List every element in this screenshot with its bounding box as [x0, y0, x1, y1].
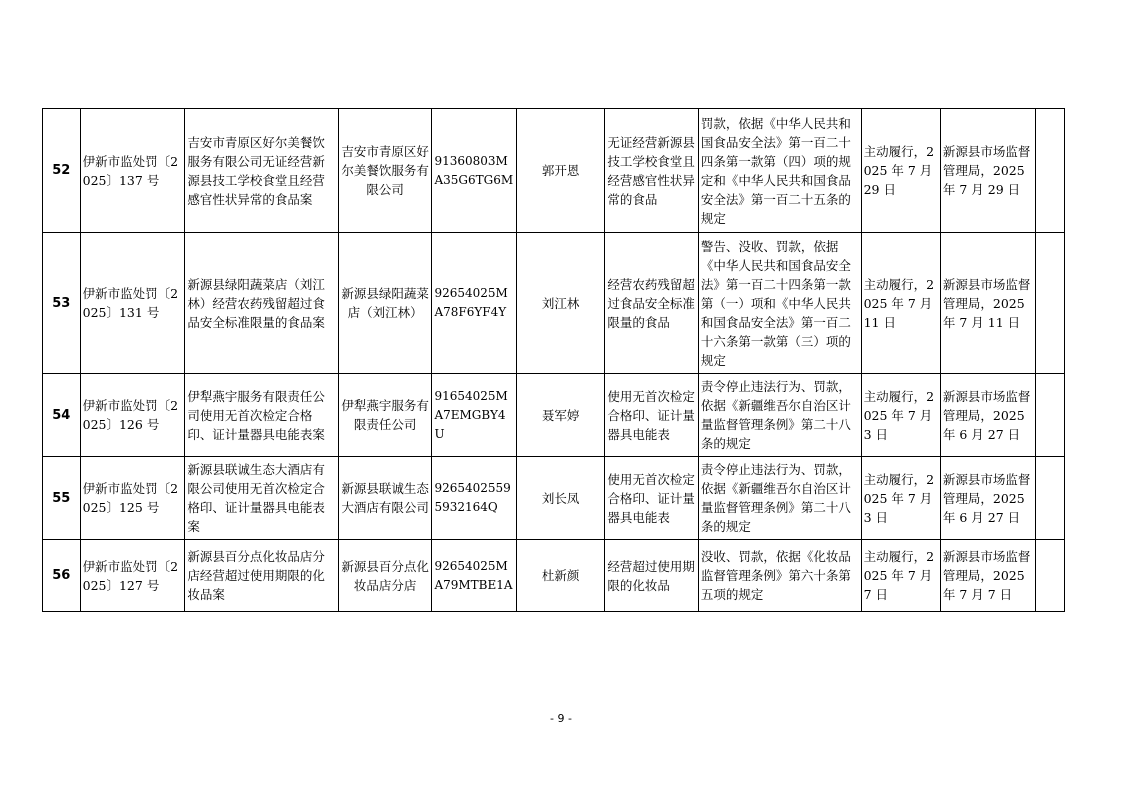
credit-code-cell: 91360803MA35G6TG6M	[432, 109, 516, 233]
table-row	[43, 109, 1065, 233]
representative-cell: 郭开恩	[516, 109, 604, 233]
row-number: 53	[43, 233, 81, 374]
case-name-cell: 伊犁燕宇服务有限责任公司使用无首次检定合格印、证计量器具电能表案	[185, 374, 339, 457]
penalty-cell: 警告、没收、罚款，依据《中华人民共和国食品安全法》第一百二十四条第一款第（一）项和《中华人民共和国食品安全法》第一百二十六条第一款第（三）项的规定	[698, 233, 861, 374]
row-number: 56	[43, 540, 81, 612]
party-name-cell: 吉安市青原区好尔美餐饮服务有限公司	[338, 109, 432, 233]
document-number-cell: 伊新市监处罚〔2025〕137 号	[80, 109, 185, 233]
table-row	[43, 233, 1065, 374]
remarks-cell	[1036, 374, 1065, 457]
violation-cell: 无证经营新源县技工学校食堂且经营感官性状异常的食品	[605, 109, 699, 233]
document-number-cell: 伊新市监处罚〔2025〕126 号	[80, 374, 185, 457]
table-body	[43, 109, 1065, 612]
performance-cell: 主动履行，2025 年 7 月 3 日	[861, 457, 940, 540]
representative-cell: 聂军婷	[516, 374, 604, 457]
case-name-cell: 新源县百分点化妆品店分店经营超过使用期限的化妆品案	[185, 540, 339, 612]
performance-cell: 主动履行，2025 年 7 月 11 日	[861, 233, 940, 374]
row-number: 52	[43, 109, 81, 233]
authority-cell: 新源县市场监督管理局，2025 年 7 月 11 日	[940, 233, 1036, 374]
remarks-cell	[1036, 109, 1065, 233]
document-number-cell: 伊新市监处罚〔2025〕131 号	[80, 233, 185, 374]
authority-cell: 新源县市场监督管理局，2025 年 6 月 27 日	[940, 457, 1036, 540]
document-number-cell: 伊新市监处罚〔2025〕127 号	[80, 540, 185, 612]
remarks-cell	[1036, 457, 1065, 540]
remarks-cell	[1036, 233, 1065, 374]
credit-code-cell: 92654025MA78F6YF4Y	[432, 233, 516, 374]
penalty-cell: 罚款，依据《中华人民共和国食品安全法》第一百二十四条第一款第（四）项的规定和《中华人民共和国食品安全法》第一百二十五条的规定	[698, 109, 861, 233]
penalty-cell: 没收、罚款，依据《化妆品监督管理条例》第六十条第五项的规定	[698, 540, 861, 612]
credit-code-cell: 92654025MA79MTBE1A	[432, 540, 516, 612]
party-name-cell: 新源县百分点化妆品店分店	[338, 540, 432, 612]
representative-cell: 刘长凤	[516, 457, 604, 540]
violation-cell: 经营超过使用期限的化妆品	[605, 540, 699, 612]
table-row	[43, 374, 1065, 457]
remarks-cell	[1036, 540, 1065, 612]
penalty-cell: 责令停止违法行为、罚款，依据《新疆维吾尔自治区计量监督管理条例》第二十八条的规定	[698, 374, 861, 457]
case-name-cell: 新源县绿阳蔬菜店（刘江林）经营农药残留超过食品安全标准限量的食品案	[185, 233, 339, 374]
penalty-records-table	[42, 108, 1065, 612]
table-row	[43, 457, 1065, 540]
violation-cell: 使用无首次检定合格印、证计量器具电能表	[605, 374, 699, 457]
row-number: 54	[43, 374, 81, 457]
penalty-cell: 责令停止违法行为、罚款，依据《新疆维吾尔自治区计量监督管理条例》第二十八条的规定	[698, 457, 861, 540]
case-name-cell: 吉安市青原区好尔美餐饮服务有限公司无证经营新源县技工学校食堂且经营感官性状异常的食品案	[185, 109, 339, 233]
document-number-cell: 伊新市监处罚〔2025〕125 号	[80, 457, 185, 540]
party-name-cell: 伊犁燕宇服务有限责任公司	[338, 374, 432, 457]
performance-cell: 主动履行，2025 年 7 月 3 日	[861, 374, 940, 457]
performance-cell: 主动履行，2025 年 7 月 29 日	[861, 109, 940, 233]
row-number: 55	[43, 457, 81, 540]
authority-cell: 新源县市场监督管理局，2025 年 7 月 7 日	[940, 540, 1036, 612]
performance-cell: 主动履行，2025 年 7 月 7 日	[861, 540, 940, 612]
authority-cell: 新源县市场监督管理局，2025 年 7 月 29 日	[940, 109, 1036, 233]
page-number: - 9 -	[550, 712, 572, 725]
authority-cell: 新源县市场监督管理局，2025 年 6 月 27 日	[940, 374, 1036, 457]
table-row	[43, 540, 1065, 612]
representative-cell: 刘江林	[516, 233, 604, 374]
case-name-cell: 新源县联诚生态大酒店有限公司使用无首次检定合格印、证计量器具电能表案	[185, 457, 339, 540]
representative-cell: 杜新颜	[516, 540, 604, 612]
violation-cell: 使用无首次检定合格印、证计量器具电能表	[605, 457, 699, 540]
credit-code-cell: 91654025MA7EMGBY4U	[432, 374, 516, 457]
party-name-cell: 新源县联诚生态大酒店有限公司	[338, 457, 432, 540]
party-name-cell: 新源县绿阳蔬菜店（刘江林）	[338, 233, 432, 374]
credit-code-cell: 92654025595932164Q	[432, 457, 516, 540]
violation-cell: 经营农药残留超过食品安全标准限量的食品	[605, 233, 699, 374]
